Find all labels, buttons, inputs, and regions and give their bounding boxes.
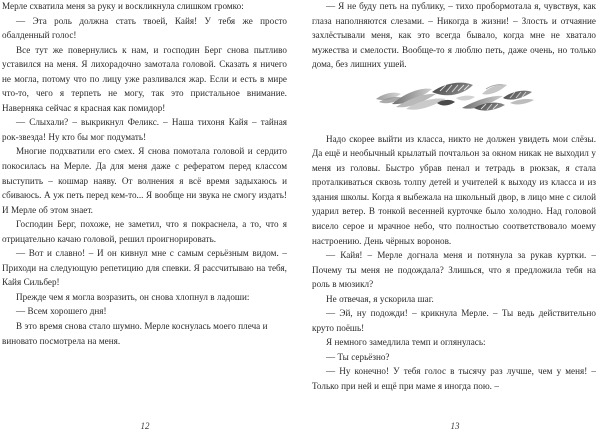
paragraph: В это время снова стало шумно. Мерле коснулась моего плеча и виновато посмотрела на меня. <box>2 321 268 346</box>
page-left <box>0 0 290 439</box>
paragraph: — Ты серьёзно? <box>326 351 390 362</box>
feathers-ornament <box>312 75 596 121</box>
paragraph: — Слыхали? – выкрикнул Феликс. – Наша тихоня Кайя – тайная рок-звезда! Ну кто бы мог подумать! <box>2 117 287 142</box>
paragraph: Все тут же повернулись к нам, и господин Берг снова пытливо уставился на меня. Я лихорадочно замотала головой. Сказать я ничего не могла, потому что по лицу уже разливался жар. Если и есть в мире что-то, чего я терпеть не могу, так это пристальное внимание. Наверняка сейчас я красная как помидор! <box>2 44 287 113</box>
page-left-textblock <box>2 0 287 348</box>
paragraph: — Эта роль должна стать твоей, Кайя! У тебя же просто обалденный голос! <box>2 15 287 41</box>
paragraph: Господин Берг, похоже, не заметил, что я покраснела, а то, что я отрицательно качаю головой, решил проигнорировать. <box>2 219 287 244</box>
page-number-left: 12 <box>140 421 150 431</box>
paragraph: — Всем хорошего дня! <box>16 306 107 317</box>
paragraph: — Эй, ну подожди! – крикнула Мерле. – Ты ведь действительно круто поёшь! <box>312 308 596 333</box>
paragraph: — Кайя! – Мерле догнала меня и потянула за рукав куртки. – Почему ты меня не подождала? Злишься, что я предложила тебя на роль в мюзикл? <box>312 250 596 290</box>
paragraph: Не отвечая, я ускорила шаг. <box>326 293 434 304</box>
page-number-right: 13 <box>450 421 460 431</box>
page-right <box>310 0 600 439</box>
paragraph: Прежде чем я могла возразить, он снова хлопнул в ладоши: <box>16 291 250 302</box>
paragraph: Мерле схватила меня за руку и воскликнула слишком громко: <box>2 1 244 11</box>
paragraph: Я немного замедлила темп и оглянулась: <box>326 337 486 348</box>
paragraph: Надо скорее выйти из класса, никто не должен увидеть мои слёзы. Да ещё и необычный крылатый почтальон за окном никак не выходил у меня из головы. Быстро убрав пенал и тетрадь в рюкзак, я стала проталкиваться сквозь толпу детей и учителей к выходу из класса и из здания школы. Когда я выбежала на школьный двор, в лицо мне с силой ударил ветер. В тонкой весенней курточке было холодно. Над головой висело серое и мрачное небо, что полностью соответствовало моему настроению. День чёрных воронов. <box>312 133 596 246</box>
paragraph: — Вот и славно! – И он кивнул мне с самым серьёзным видом. – Приходи на следующую репетицию для спевки. Я рассчитываю на тебя, Кайя Сильбер! <box>2 248 287 288</box>
paragraph: — Я не буду петь на публику, – тихо пробормотала я, чувствуя, как глаза наполняются слезами. – Никогда в жизни! – Злость и отчаяние захлёстывали меня, как это всегда бывало, когда мне не хватало мужества и смелости. Вообще-то я люблю петь, даже очень, но только дома, без лишних ушей. <box>312 1 596 70</box>
paragraph: Многие подхватили его смех. Я снова помотала головой и сердито покосилась на Мерле. Да для меня даже с рефератом перед классом выступить – кошмар наяву. От волнения я всё время задыхаюсь и сбиваюсь. А уж петь перед кем-то... Я вообще ни звука не смогу издать! И Мерле об этом знает. <box>2 146 287 215</box>
paragraph: — Ну конечно! У тебя голос в тысячу раз лучше, чем у меня! – Только при ней и ещё при маме я иногда пою. – <box>312 366 596 392</box>
page-right-textblock <box>312 0 596 394</box>
